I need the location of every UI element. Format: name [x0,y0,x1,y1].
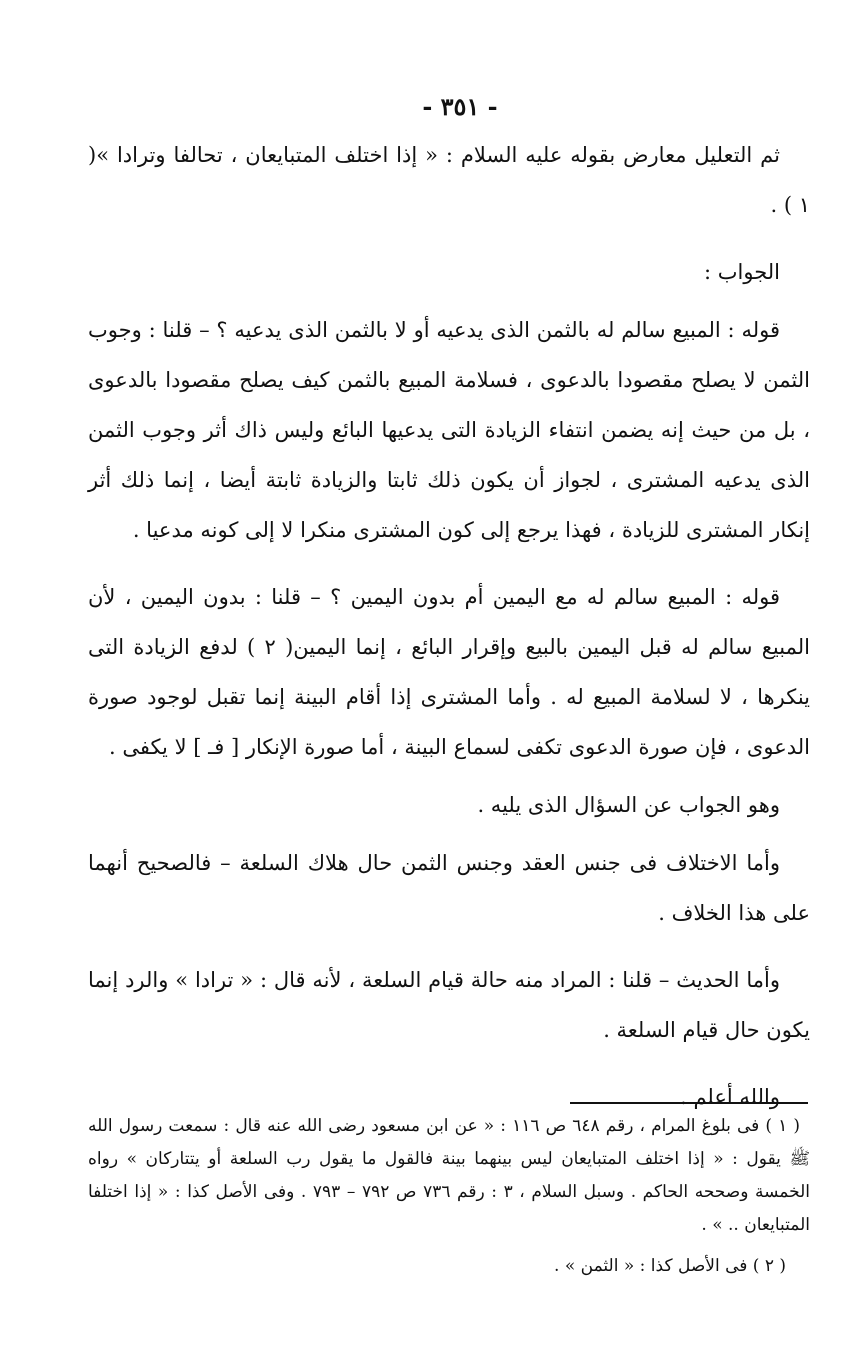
paragraph-hadith-answer: وأما الحديث – قلنا : المراد منه حالة قيام السلعة ، لأنه قال : « ترادا » والرد إنما يكون حال قيام السلعة . [88,968,810,1042]
page-number: - ٣٥١ - [422,92,498,121]
paragraph-oath-argument: قوله : المبيع سالم له مع اليمين أم بدون اليمين ؟ – قلنا : بدون اليمين ، لأن المبيع سالم له قبل اليمين بالبيع وإقرار البائع ، إنما اليمين( ٢ ) لدفع الزيادة التى ينكرها ، لا لسلامة المبيع له . وأما المشترى إذا أقام البينة إنما تقبل لوجود صورة الدعوى ، فإن صورة الدعوى تكفى لسماع البينة ، أما صورة الإنكار [ فـ ] لا يكفى . [88,585,810,759]
main-text [88,130,810,1139]
paragraph-objection: ثم التعليل معارض بقوله عليه السلام : « إذا اختلف المتبايعان ، تحالفا وترادا »( ١ ) . [88,143,810,217]
footnote-separator [570,1102,808,1104]
paragraph-next-question: وهو الجواب عن السؤال الذى يليه . [477,793,780,817]
paragraph-answer-heading: الجواب : [704,260,780,284]
footnote-1: ( ١ ) فى بلوغ المرام ، رقم ٦٤٨ ص ١١٦ : « عن ابن مسعود رضى الله عنه قال : سمعت رسول الله ﷺ يقول : « إذا اختلف المتبايعان ليس بينهما بينة فالقول ما يقول رب السلعة أو يتتاركان » رواه الخمسة وصححه الحاكم . وسبل السلام ، ٣ : رقم ٧٣٦ ص ٧٩٢ – ٧٩٣ . وفى الأصل كذا : « إذا اختلفا المتبايعان .. » . [88,1116,810,1235]
paragraph-contract-difference: وأما الاختلاف فى جنس العقد وجنس الثمن حال هلاك السلعة – فالصحيح أنهما على هذا الخلاف . [88,851,810,925]
footnote-2: ( ٢ ) فى الأصل كذا : « الثمن » . [554,1256,786,1276]
paragraph-price-argument: قوله : المبيع سالم له بالثمن الذى يدعيه أو لا بالثمن الذى يدعيه ؟ – قلنا : وجوب الثمن لا يصلح مقصودا بالدعوى ، فسلامة المبيع بالثمن كيف يصلح مقصودا بالدعوى ، بل من حيث إنه يضمن انتفاء الزيادة التى يدعيها البائع وليس ذاك أثر وجوب الثمن الذى يدعيه المشترى ، لجواز أن يكون ذلك ثابتا والزيادة ثابتة أيضا ، إنما ذلك أثر إنكار المشترى للزيادة ، فهذا يرجع إلى كون المشترى منكرا لا إلى كونه مدعيا . [88,318,810,542]
footnotes [88,1110,810,1291]
paragraph-closing: والله أعلم . [680,1085,780,1109]
